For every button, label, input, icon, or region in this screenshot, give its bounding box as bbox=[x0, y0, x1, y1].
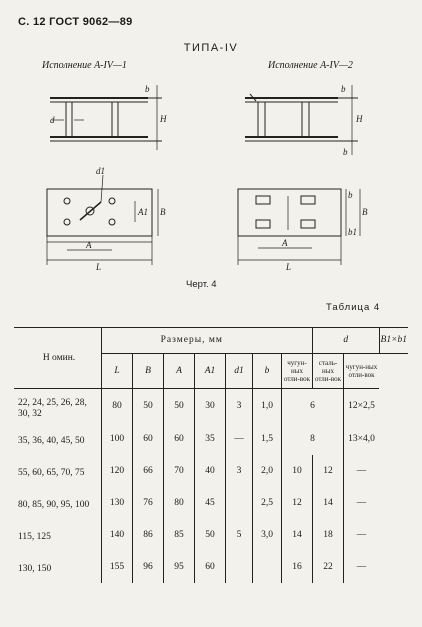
label-A-left: A bbox=[86, 240, 92, 250]
table-row bbox=[14, 551, 408, 583]
cell-L: 130 bbox=[102, 487, 133, 519]
col-B: B bbox=[133, 353, 164, 388]
col-d1: d1 bbox=[226, 353, 253, 388]
cell-b bbox=[253, 551, 282, 583]
cell-L: 155 bbox=[102, 551, 133, 583]
cell-A1: 35 bbox=[195, 423, 226, 455]
label-b-left: b bbox=[145, 84, 150, 94]
group-header: Размеры, мм bbox=[102, 328, 282, 354]
label-L-right: L bbox=[286, 262, 292, 272]
col-A1: A1 bbox=[195, 353, 226, 388]
right-plan-view bbox=[238, 189, 360, 265]
label-b-right: b bbox=[341, 84, 346, 94]
cell-A: 70 bbox=[164, 455, 195, 487]
cell-L: 100 bbox=[102, 423, 133, 455]
cell-nominal: 130, 150 bbox=[14, 551, 102, 583]
cell-d-cast: 6 bbox=[282, 389, 344, 424]
technical-drawing bbox=[0, 70, 422, 280]
figure-caption: Черт. 4 bbox=[186, 279, 217, 290]
cell-d1: 5 bbox=[226, 519, 253, 551]
cell-b: 1,0 bbox=[253, 389, 282, 424]
left-side-view bbox=[50, 85, 162, 150]
cell-B1xb1: — bbox=[344, 519, 380, 551]
cell-b: 2,5 bbox=[253, 487, 282, 519]
table-row bbox=[14, 487, 408, 519]
table-row bbox=[14, 519, 408, 551]
cell-b: 3,0 bbox=[253, 519, 282, 551]
cell-B1xb1: — bbox=[344, 551, 380, 583]
label-B-right: B bbox=[362, 207, 368, 217]
cell-A: 85 bbox=[164, 519, 195, 551]
type-title: ТИПА-IV bbox=[183, 42, 239, 54]
cell-L: 80 bbox=[102, 389, 133, 424]
right-side-view bbox=[245, 85, 358, 155]
label-A1-left: A1 bbox=[138, 207, 148, 217]
col-d-cast: чугун-ных отли-вок bbox=[282, 353, 313, 388]
cell-d1 bbox=[226, 487, 253, 519]
cell-B: 76 bbox=[133, 487, 164, 519]
cell-nominal: 35, 36, 40, 45, 50 bbox=[14, 423, 102, 455]
cell-A1: 60 bbox=[195, 551, 226, 583]
label-H-left: H bbox=[160, 114, 167, 124]
cell-nominal: 22, 24, 25, 26, 28, 30, 32 bbox=[14, 389, 102, 424]
col-B1xb1: B1×b1 bbox=[379, 328, 408, 354]
cell-A: 60 bbox=[164, 423, 195, 455]
cell-d-cast: 10 bbox=[282, 455, 313, 487]
cell-B: 50 bbox=[133, 389, 164, 424]
col-d: d bbox=[313, 328, 380, 354]
cell-B: 60 bbox=[133, 423, 164, 455]
cell-A: 80 bbox=[164, 487, 195, 519]
cell-A1: 40 bbox=[195, 455, 226, 487]
left-plan-view bbox=[47, 175, 158, 265]
cell-d-steel: 12 bbox=[313, 455, 344, 487]
cell-B: 96 bbox=[133, 551, 164, 583]
cell-A: 50 bbox=[164, 389, 195, 424]
cell-A1: 45 bbox=[195, 487, 226, 519]
cell-A1: 30 bbox=[195, 389, 226, 424]
cell-B1xb1: — bbox=[344, 455, 380, 487]
cell-d-cast: 16 bbox=[282, 551, 313, 583]
cell-nominal: 55, 60, 65, 70, 75 bbox=[14, 455, 102, 487]
label-b-right-bottom: b bbox=[343, 147, 348, 157]
table-row bbox=[14, 389, 408, 424]
cell-b: 1,5 bbox=[253, 423, 282, 455]
cell-nominal: 115, 125 bbox=[14, 519, 102, 551]
cell-d1 bbox=[226, 551, 253, 583]
cell-B1xb1: — bbox=[344, 487, 380, 519]
cell-d-cast: 12 bbox=[282, 487, 313, 519]
cell-d-steel: 14 bbox=[313, 487, 344, 519]
label-b1-right: b1 bbox=[348, 227, 357, 237]
cell-d1: 3 bbox=[226, 389, 253, 424]
table-row bbox=[14, 455, 408, 487]
variant-right-label: Исполнение А-IV—2 bbox=[268, 60, 353, 71]
cell-B: 66 bbox=[133, 455, 164, 487]
cell-d-steel: 22 bbox=[313, 551, 344, 583]
cell-A1: 50 bbox=[195, 519, 226, 551]
label-B-left: B bbox=[160, 207, 166, 217]
label-H-right: H bbox=[356, 114, 363, 124]
col-A: A bbox=[164, 353, 195, 388]
col-L: L bbox=[102, 353, 133, 388]
cell-d-cast: 14 bbox=[282, 519, 313, 551]
dimensions-table bbox=[14, 327, 408, 583]
cell-L: 140 bbox=[102, 519, 133, 551]
page-header: С. 12 ГОСТ 9062—89 bbox=[18, 16, 133, 28]
cell-B1xb1: 12×2,5 bbox=[344, 389, 380, 424]
cell-A: 95 bbox=[164, 551, 195, 583]
col-b: b bbox=[253, 353, 282, 388]
table-title: Таблица 4 bbox=[326, 302, 381, 313]
label-b-right-plan: b bbox=[348, 190, 353, 200]
cell-B: 86 bbox=[133, 519, 164, 551]
col-B1-cast: чугун-ных отли-вок bbox=[344, 353, 380, 388]
cell-d-steel: 18 bbox=[313, 519, 344, 551]
cell-B1xb1: 13×4,0 bbox=[344, 423, 380, 455]
cell-b: 2,0 bbox=[253, 455, 282, 487]
cell-L: 120 bbox=[102, 455, 133, 487]
cell-d1: — bbox=[226, 423, 253, 455]
label-L-left: L bbox=[96, 262, 102, 272]
label-d-left: d bbox=[50, 115, 55, 125]
variant-left-label: Исполнение А-IV—1 bbox=[42, 60, 127, 71]
table-row bbox=[14, 423, 408, 455]
label-d1: d1 bbox=[96, 166, 105, 176]
col-d-steel: сталь-ных отли-вок bbox=[313, 353, 344, 388]
cell-d1: 3 bbox=[226, 455, 253, 487]
label-A-right: A bbox=[282, 238, 288, 248]
cell-nominal: 80, 85, 90, 95, 100 bbox=[14, 487, 102, 519]
cell-d-cast: 8 bbox=[282, 423, 344, 455]
col-nominal: Н омин. bbox=[14, 328, 102, 389]
